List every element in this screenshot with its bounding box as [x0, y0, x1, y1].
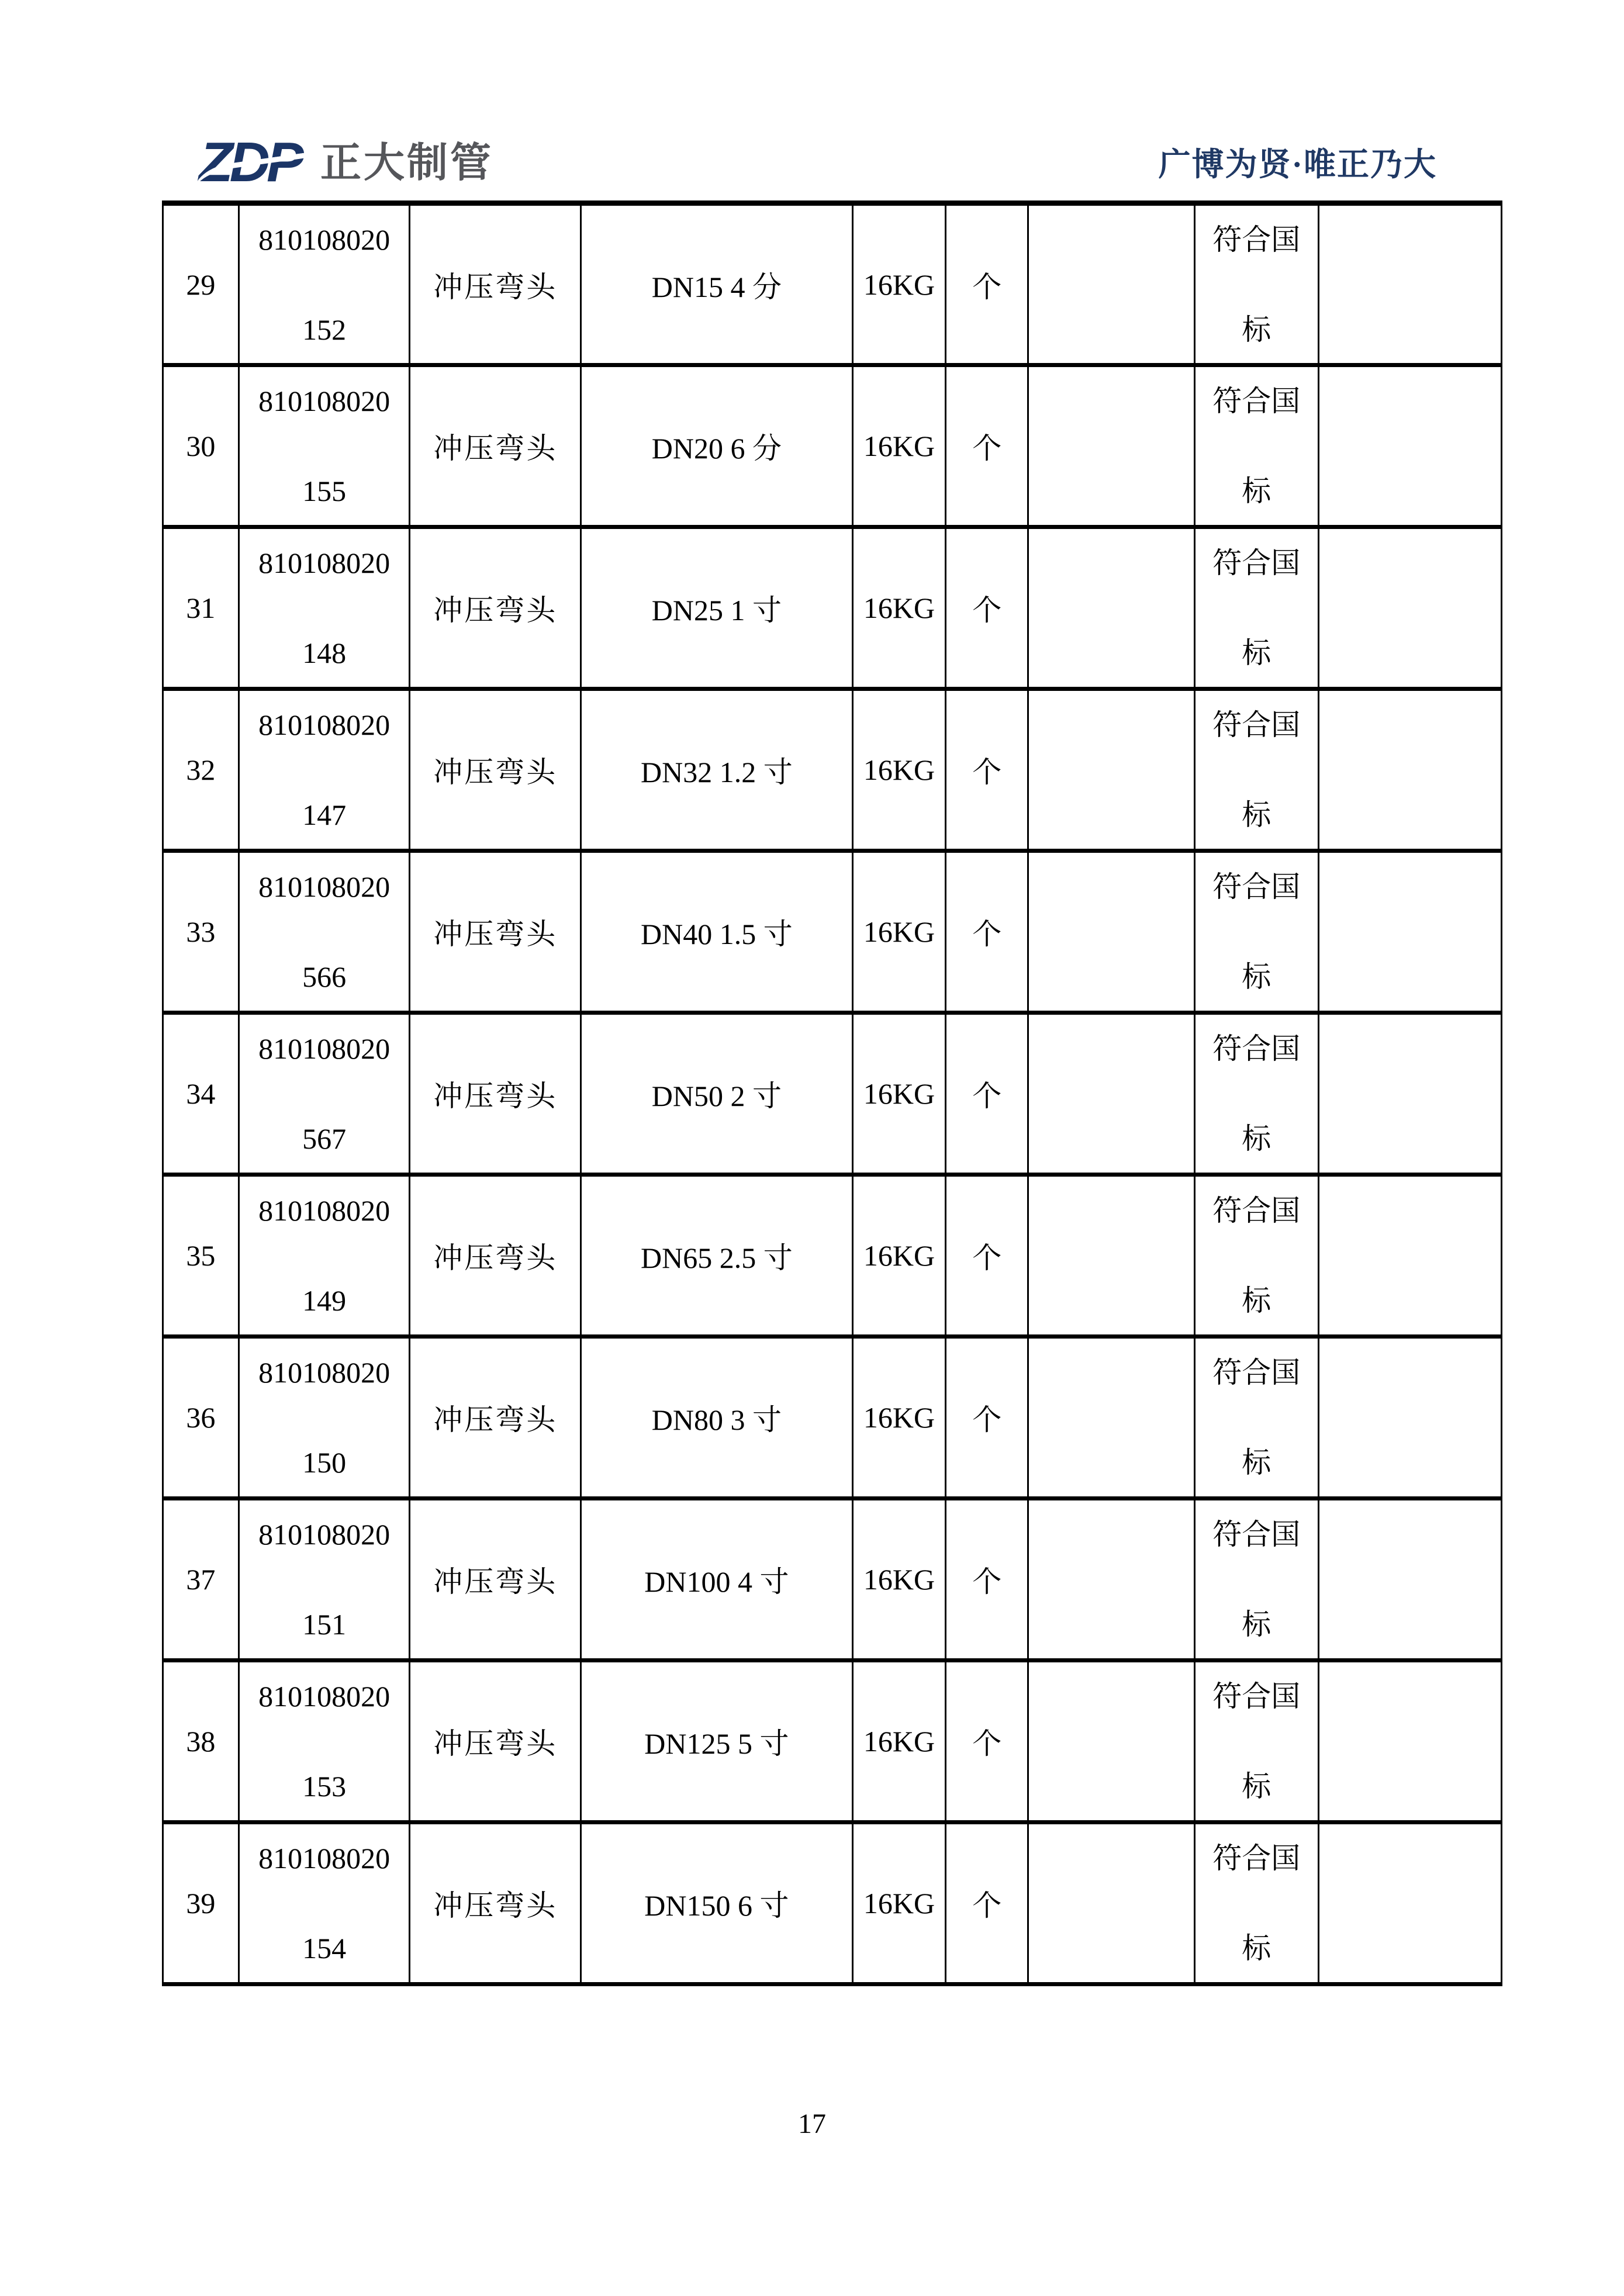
table-row: [163, 1823, 1502, 1984]
cell-row-number: 38: [163, 1661, 239, 1823]
cell-unit: 个: [946, 365, 1028, 527]
cell-unit: 个: [946, 1175, 1028, 1337]
cell-pressure-weight: 16KG: [852, 203, 946, 365]
remark-line2: 标: [1242, 960, 1271, 993]
cell-empty-quantity: [1028, 851, 1195, 1013]
remark-line1: 符合国: [1212, 547, 1301, 579]
cell-product-name: 冲压弯头: [410, 1175, 581, 1337]
cell-row-number: 36: [163, 1337, 239, 1499]
page-number: 17: [798, 2108, 826, 2139]
material-code-line2: 148: [302, 637, 347, 669]
cell-empty-quantity: [1028, 527, 1195, 689]
material-code-line1: 810108020: [258, 223, 391, 256]
cell-empty-note: [1318, 1823, 1501, 1984]
cell-product-name: 冲压弯头: [410, 365, 581, 527]
cell-standard-remark: [1194, 203, 1318, 365]
cell-empty-note: [1318, 365, 1501, 527]
material-code-line2: 150: [302, 1446, 347, 1479]
material-code-line2: 152: [302, 313, 347, 346]
remark-line1: 符合国: [1212, 385, 1301, 417]
material-code-line2: 154: [302, 1932, 347, 1965]
cell-row-number: 35: [163, 1175, 239, 1337]
cell-pressure-weight: 16KG: [852, 1823, 946, 1984]
remark-line1: 符合国: [1212, 870, 1301, 903]
cell-product-name: 冲压弯头: [410, 1661, 581, 1823]
cell-pressure-weight: 16KG: [852, 1499, 946, 1661]
cell-pressure-weight: 16KG: [852, 1337, 946, 1499]
cell-product-name: 冲压弯头: [410, 203, 581, 365]
table-row: [163, 1175, 1502, 1337]
cell-spec: DN40 1.5 寸: [581, 851, 852, 1013]
cell-material-code: [239, 1823, 410, 1984]
cell-product-name: 冲压弯头: [410, 1337, 581, 1499]
material-code-line2: 147: [302, 798, 347, 831]
table-row: [163, 203, 1502, 365]
cell-spec: DN25 1 寸: [581, 527, 852, 689]
cell-unit: 个: [946, 203, 1028, 365]
company-slogan: 广博为贤·唯正乃大: [1158, 147, 1437, 182]
remark-line2: 标: [1242, 1122, 1271, 1155]
material-code-line1: 810108020: [258, 708, 391, 741]
cell-empty-quantity: [1028, 1175, 1195, 1337]
product-table-body: [163, 203, 1502, 1984]
remark-line2: 标: [1242, 313, 1271, 346]
cell-pressure-weight: 16KG: [852, 1175, 946, 1337]
cell-empty-quantity: [1028, 203, 1195, 365]
cell-row-number: 37: [163, 1499, 239, 1661]
remark-line2: 标: [1242, 1446, 1271, 1479]
cell-empty-quantity: [1028, 1337, 1195, 1499]
cell-spec: DN150 6 寸: [581, 1823, 852, 1984]
cell-empty-note: [1318, 1175, 1501, 1337]
cell-empty-note: [1318, 203, 1501, 365]
cell-standard-remark: [1194, 1499, 1318, 1661]
remark-line1: 符合国: [1212, 1032, 1301, 1065]
table-row: [163, 1499, 1502, 1661]
remark-line1: 符合国: [1212, 223, 1301, 256]
cell-empty-quantity: [1028, 1661, 1195, 1823]
remark-line2: 标: [1242, 1770, 1271, 1803]
cell-empty-quantity: [1028, 365, 1195, 527]
cell-empty-note: [1318, 689, 1501, 851]
cell-material-code: [239, 851, 410, 1013]
material-code-line1: 810108020: [258, 1518, 391, 1551]
cell-material-code: [239, 365, 410, 527]
cell-material-code: [239, 1175, 410, 1337]
cell-standard-remark: [1194, 1337, 1318, 1499]
material-code-line1: 810108020: [258, 1680, 391, 1713]
cell-spec: DN125 5 寸: [581, 1661, 852, 1823]
table-row: [163, 689, 1502, 851]
remark-line1: 符合国: [1212, 1356, 1301, 1389]
cell-unit: 个: [946, 527, 1028, 689]
cell-empty-note: [1318, 1499, 1501, 1661]
cell-material-code: [239, 527, 410, 689]
cell-pressure-weight: 16KG: [852, 689, 946, 851]
remark-line1: 符合国: [1212, 1194, 1301, 1227]
table-row: [163, 527, 1502, 689]
cell-spec: DN50 2 寸: [581, 1013, 852, 1175]
material-code-line2: 151: [302, 1608, 347, 1641]
cell-product-name: 冲压弯头: [410, 689, 581, 851]
cell-unit: 个: [946, 1013, 1028, 1175]
product-table-wrapper: [162, 200, 1502, 1986]
cell-row-number: 33: [163, 851, 239, 1013]
cell-row-number: 29: [163, 203, 239, 365]
cell-standard-remark: [1194, 1013, 1318, 1175]
cell-standard-remark: [1194, 689, 1318, 851]
cell-product-name: 冲压弯头: [410, 1013, 581, 1175]
cell-unit: 个: [946, 689, 1028, 851]
table-row: [163, 851, 1502, 1013]
remark-line1: 符合国: [1212, 708, 1301, 741]
material-code-line2: 155: [302, 475, 347, 507]
zdp-logo: [199, 131, 300, 193]
cell-empty-quantity: [1028, 689, 1195, 851]
material-code-line1: 810108020: [258, 1356, 391, 1389]
cell-pressure-weight: 16KG: [852, 1661, 946, 1823]
cell-product-name: 冲压弯头: [410, 527, 581, 689]
cell-unit: 个: [946, 1823, 1028, 1984]
cell-unit: 个: [946, 851, 1028, 1013]
cell-pressure-weight: 16KG: [852, 365, 946, 527]
material-code-line1: 810108020: [258, 547, 391, 579]
cell-standard-remark: [1194, 1175, 1318, 1337]
cell-product-name: 冲压弯头: [410, 1499, 581, 1661]
cell-spec: DN65 2.5 寸: [581, 1175, 852, 1337]
cell-spec: DN100 4 寸: [581, 1499, 852, 1661]
material-code-line2: 153: [302, 1770, 347, 1803]
cell-empty-quantity: [1028, 1499, 1195, 1661]
cell-standard-remark: [1194, 1661, 1318, 1823]
cell-standard-remark: [1194, 527, 1318, 689]
cell-unit: 个: [946, 1661, 1028, 1823]
cell-empty-note: [1318, 851, 1501, 1013]
company-name: 正大制管: [320, 140, 493, 185]
remark-line1: 符合国: [1212, 1518, 1301, 1551]
cell-pressure-weight: 16KG: [852, 851, 946, 1013]
table-row: [163, 1013, 1502, 1175]
cell-empty-note: [1318, 1661, 1501, 1823]
cell-standard-remark: [1194, 851, 1318, 1013]
cell-pressure-weight: 16KG: [852, 1013, 946, 1175]
cell-row-number: 34: [163, 1013, 239, 1175]
remark-line1: 符合国: [1212, 1842, 1301, 1875]
cell-standard-remark: [1194, 1823, 1318, 1984]
cell-empty-quantity: [1028, 1013, 1195, 1175]
cell-empty-note: [1318, 1013, 1501, 1175]
table-row: [163, 1661, 1502, 1823]
cell-standard-remark: [1194, 365, 1318, 527]
cell-empty-quantity: [1028, 1823, 1195, 1984]
cell-row-number: 31: [163, 527, 239, 689]
material-code-line2: 149: [302, 1284, 347, 1317]
material-code-line1: 810108020: [258, 1032, 391, 1065]
table-row: [163, 365, 1502, 527]
material-code-line2: 567: [302, 1122, 347, 1155]
product-table: [162, 200, 1502, 1986]
cell-spec: DN32 1.2 寸: [581, 689, 852, 851]
remark-line2: 标: [1242, 1932, 1271, 1965]
material-code-line2: 566: [302, 960, 347, 993]
cell-empty-note: [1318, 527, 1501, 689]
cell-material-code: [239, 1499, 410, 1661]
cell-material-code: [239, 203, 410, 365]
cell-product-name: 冲压弯头: [410, 1823, 581, 1984]
cell-spec: DN15 4 分: [581, 203, 852, 365]
remark-line2: 标: [1242, 1608, 1271, 1641]
cell-unit: 个: [946, 1499, 1028, 1661]
cell-material-code: [239, 689, 410, 851]
remark-line2: 标: [1242, 798, 1271, 831]
cell-row-number: 30: [163, 365, 239, 527]
cell-material-code: [239, 1013, 410, 1175]
material-code-line1: 810108020: [258, 1842, 391, 1875]
cell-row-number: 39: [163, 1823, 239, 1984]
cell-spec: DN20 6 分: [581, 365, 852, 527]
cell-unit: 个: [946, 1337, 1028, 1499]
remark-line1: 符合国: [1212, 1680, 1301, 1713]
cell-spec: DN80 3 寸: [581, 1337, 852, 1499]
table-row: [163, 1337, 1502, 1499]
cell-material-code: [239, 1661, 410, 1823]
cell-material-code: [239, 1337, 410, 1499]
material-code-line1: 810108020: [258, 385, 391, 417]
material-code-line1: 810108020: [258, 1194, 391, 1227]
cell-row-number: 32: [163, 689, 239, 851]
remark-line2: 标: [1242, 1284, 1271, 1317]
cell-empty-note: [1318, 1337, 1501, 1499]
zdp-logo-text: ZDP: [199, 131, 300, 193]
cell-product-name: 冲压弯头: [410, 851, 581, 1013]
letterhead-logo: [199, 131, 493, 193]
material-code-line1: 810108020: [258, 870, 391, 903]
cell-pressure-weight: 16KG: [852, 527, 946, 689]
remark-line2: 标: [1242, 637, 1271, 669]
remark-line2: 标: [1242, 475, 1271, 507]
